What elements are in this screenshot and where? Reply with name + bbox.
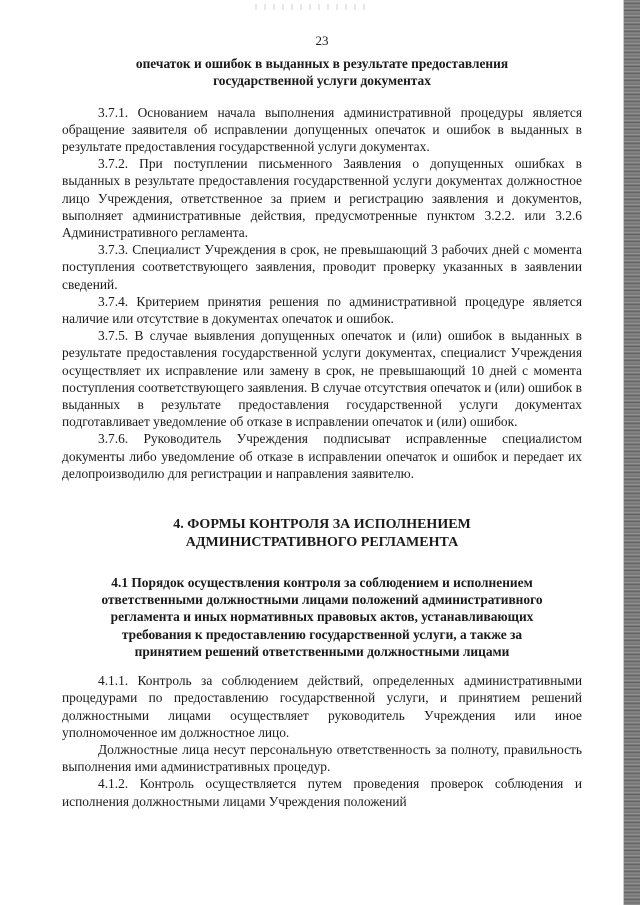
paragraph-3-7-5: 3.7.5. В случае выявления допущенных опечаток и (или) ошибок в выданных в результате предоставления государственной услуги документах, специалист Учреждения осуществляет их исправление или замену в срок, не превышающий 10 дней с момента поступления соответствующего заявления. В случае отсутствия опечаток и (или) ошибок в выданных в результате предоставления государственной услуги документах подготавливает уведомление об отказе в исправлении опечаток и (или) ошибок. — [62, 328, 582, 430]
paragraph-4-1-2: 4.1.2. Контроль осуществляется путем проведения проверок соблюдения и исполнения должностными лицами Учреждения положений — [62, 776, 582, 809]
paragraph-responsibility: Должностные лица несут персональную ответственность за полноту, правильность выполнения ими административных процедур. — [62, 741, 582, 775]
subsection-heading-line: требования к предоставлению государственной услуги, а также за — [121, 626, 523, 642]
block1-heading-line: опечаток и ошибок в выданных в результате предоставления — [135, 56, 509, 72]
subsection-heading-line: регламента и иных нормативных правовых актов, устанавливающих — [110, 609, 534, 625]
scan-noise — [255, 4, 365, 10]
subsection-heading-line: 4.1 Порядок осуществления контроля за соблюдением и исполнением — [111, 575, 533, 591]
paragraph-3-7-6: 3.7.6. Руководитель Учреждения подписыват исправленные специалистом документы либо уведомление об отказе в исправлении опечаток и ошибок и передает их делопроизводилю для регистрации и направления заявителю. — [62, 431, 582, 481]
paragraph-3-7-4: 3.7.4. Критерием принятия решения по административной процедуре является наличие или отсутствие в документах опечаток и ошибок. — [62, 293, 582, 327]
page-number: 23 — [315, 33, 329, 48]
block2-body — [62, 672, 582, 810]
subsection-heading-line: ответственными должностными лицами положений административного — [101, 592, 543, 608]
paragraph-3-7-3: 3.7.3. Специалист Учреждения в срок, не превышающий 3 рабочих дней с момента поступления соответствующего заявления, проводит проверку указанных в заявлении сведений. — [62, 242, 582, 292]
block1-heading-line: государственной услуги документах — [213, 73, 431, 89]
document-page — [62, 32, 582, 810]
section-heading-line: АДМИНИСТРАТИВНОГО РЕГЛАМЕНТА — [185, 535, 459, 551]
paragraph-3-7-1: 3.7.1. Основанием начала выполнения административной процедуры является обращение заявителя об исправлении допущенных опечаток и ошибок в выданных в результате предоставления государственной услуги документах. — [62, 104, 582, 155]
subsection-4-1-heading — [62, 574, 582, 660]
paragraph-4-1-1: 4.1.1. Контроль за соблюдением действий, определенных административными процедурами по предоставлению государственной услуги, и принятием решений должностными лицами осуществляет руководитель Учреждения или иное уполномоченное им должностное лицо. — [62, 673, 582, 740]
scan-edge — [623, 0, 640, 905]
section-heading-line: 4. ФОРМЫ КОНТРОЛЯ ЗА ИСПОЛНЕНИЕМ — [173, 517, 471, 533]
subsection-heading-line: принятием решений ответственными должностными лицами — [134, 643, 510, 659]
block1-body — [62, 104, 582, 482]
block1-heading — [62, 55, 582, 89]
paragraph-3-7-2: 3.7.2. При поступлении письменного Заявления о допущенных ошибках в выданных в результате предоставления государственной услуги документах должностное лицо Учреждения, ответственное за прием и регистрацию заявления и документов, выполняет административные действия, предусмотренные пунктом 3.2.2. или 3.2.6 Административного регламента. — [62, 156, 582, 241]
section-4-heading — [62, 516, 582, 552]
